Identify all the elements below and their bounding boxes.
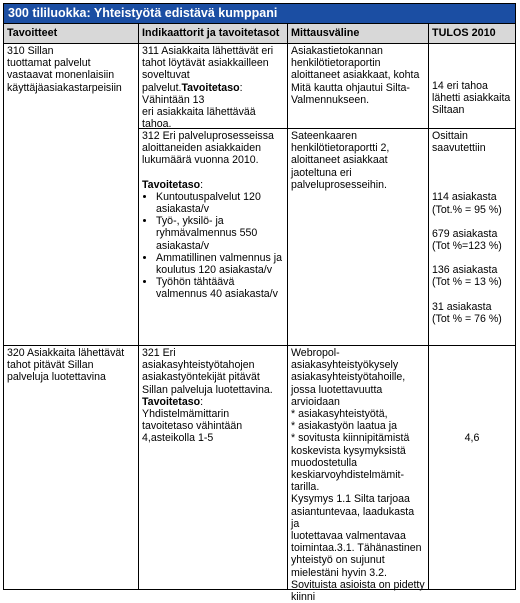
indicator-311-target-label: Tavoitetaso (181, 81, 240, 94)
indicator-311-target-text: : Vähintään 13 eri asiakkaita lähettävää tahoa. (142, 81, 256, 131)
measure-312: Sateenkaaren henkilötietoraportti 2, aloittaneet asiakkaat jaoteltuna eri palveluprosesseihin. (287, 128, 429, 346)
goal-310: 310 Sillan tuottamat palvelut vastaavat monenlaisiin käyttäjäasiakastarpeisiin (3, 43, 139, 346)
result-312-item: 114 asiakasta (Tot.% = 95 %) (432, 191, 502, 216)
indicator-321-target-label: Tavoitetaso (142, 395, 201, 408)
indicator-312-bullets (142, 191, 284, 301)
result-312-item: 31 asiakasta (Tot % = 76 %) (432, 300, 502, 325)
result-312-item: 136 asiakasta (Tot % = 13 %) (432, 264, 502, 289)
indicator-311 (138, 43, 288, 129)
result-311: 14 eri tahoa lähetti asiakkaita Siltaan (428, 43, 516, 129)
results-table (3, 3, 516, 603)
header-indicators: Indikaattorit ja tavoitetasot (138, 23, 288, 44)
indicator-312-target-label: Tavoitetaso (142, 178, 201, 191)
indicator-321-target-text: : Yhdistelmämittarin tavoitetaso vähintään 4,asteikolla 1-5 (142, 395, 243, 445)
header-goals: Tavoitteet (3, 23, 139, 44)
indicator-312-target-suffix: : (200, 178, 204, 191)
measure-320: Webropol- asiakasyhteistyökysely asiakasyhteistyötahoille, jossa luotettavuutta arvioidaan * asiakasyhteistyötä, * asiakastyön laatua ja * sovitusta kiinnipitämistä koskevista kysymyksistä muodostetulla keskiarvoyhdistelmämit- tarilla. Kysymys 1.1 Silta tarjoaa asiantuntevaa, laadukasta ja luotettavaa valmentavaa toimintaa.3.1. Tähänastinen yhteistyö on sujunut mielestäni hyvin 3.2. Sovituista asioista on pidetty kiinni (287, 345, 429, 590)
header-result: TULOS 2010 (428, 23, 516, 44)
bullet-item: • Työhön tähtäävä valmennus 40 asiakasta/v (156, 276, 284, 300)
indicator-321 (138, 345, 288, 590)
result-312-intro: Osittain saavutettiin (432, 130, 486, 155)
result-312 (428, 128, 516, 346)
bullet-item: • Työ-, yksilö- ja ryhmävalmennus 550 asiakasta/v (156, 215, 284, 252)
indicator-311-text: 311 Asiakkaita lähettävät eri tahot löytävät asiakkailleen soveltuvat palvelut. (142, 45, 274, 94)
indicator-321-text: 321 Eri asiakasyhteistyötahojen asiakastyöntekijät pitävät Sillan palveluja luotettavina. (142, 347, 273, 396)
result-312-item: 679 asiakasta (Tot %=123 %) (432, 227, 502, 253)
indicator-312 (138, 128, 288, 346)
result-320: 4,6 (428, 345, 516, 590)
goal-320: 320 Asiakkaita lähettävät tahot pitävät Sillan palveluja luotettavina (3, 345, 139, 590)
indicator-312-text: 312 Eri palveluprosesseissa aloittaneiden asiakkaiden lukumäärä vuonna 2010. (142, 130, 274, 167)
table-title: 300 tililuokka: Yhteistyötä edistävä kumppani (3, 3, 516, 24)
bullet-item: • Ammatillinen valmennus ja koulutus 120 asiakasta/v (156, 252, 284, 276)
measure-311: Asiakastietokannan henkilötietoraportin aloittaneet asiakkaat, kohta Mitä kautta ohjautui Silta- Valmennukseen. (287, 43, 429, 129)
header-measurement: Mittausväline (287, 23, 429, 44)
bullet-item: • Kuntoutuspalvelut 120 asiakasta/v (156, 191, 284, 215)
